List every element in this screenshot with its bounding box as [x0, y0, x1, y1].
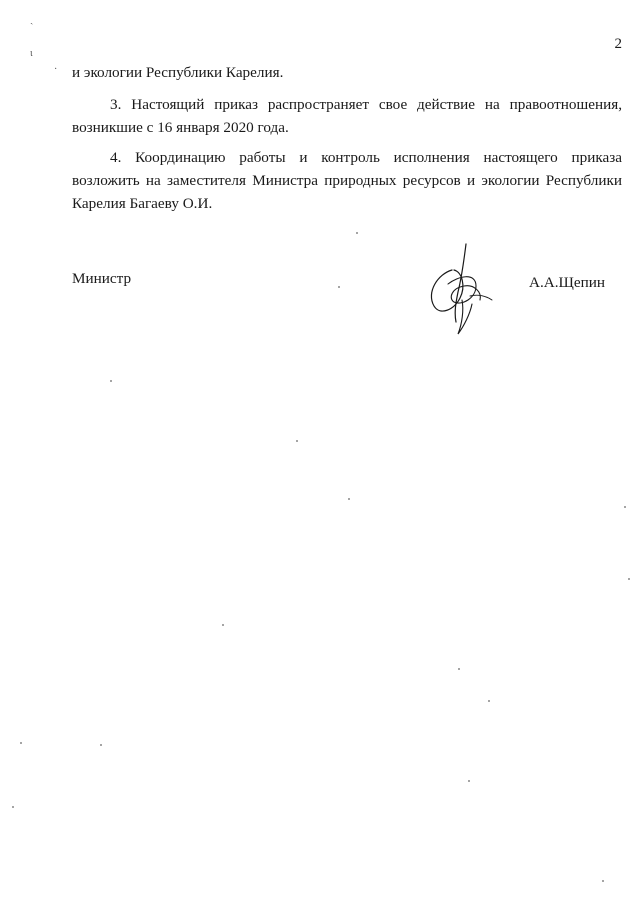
scan-speck: [468, 780, 470, 782]
scan-speck: [602, 880, 604, 882]
scan-speck: [12, 806, 14, 808]
scan-speck: [296, 440, 298, 442]
handwritten-signature-icon: [418, 240, 498, 340]
signature-block: [72, 270, 622, 300]
paragraph-4: 4. Координацию работы и контроль исполнения настоящего приказа возложить на заместителя Министра природных ресурсов и экологии Республики Карелия Багаеву О.И.: [72, 149, 622, 212]
scan-speck: [100, 744, 102, 746]
scan-speck: [110, 380, 112, 382]
signatory-title: Министр: [72, 270, 132, 287]
scan-speck: [458, 668, 460, 670]
scan-speck: [222, 624, 224, 626]
scan-speck: [338, 286, 340, 288]
paragraph-continued: и экологии Республики Карелия.: [72, 64, 284, 81]
scan-speck: [348, 498, 350, 500]
scan-speck: [624, 506, 626, 508]
scan-speck: [20, 742, 22, 744]
scan-speck: [356, 232, 358, 234]
scan-mark: ι: [30, 48, 33, 59]
page-number: 2: [614, 36, 622, 52]
signatory-name: А.А.Щепин: [529, 274, 605, 291]
scan-speck: [628, 578, 630, 580]
paragraph-3: 3. Настоящий приказ распространяет свое действие на правоотношения, возникшие с 16 января 2020 года.: [72, 96, 622, 136]
scan-mark: ·: [54, 64, 58, 75]
scan-mark: ˎ: [30, 14, 34, 25]
scan-speck: [488, 700, 490, 702]
